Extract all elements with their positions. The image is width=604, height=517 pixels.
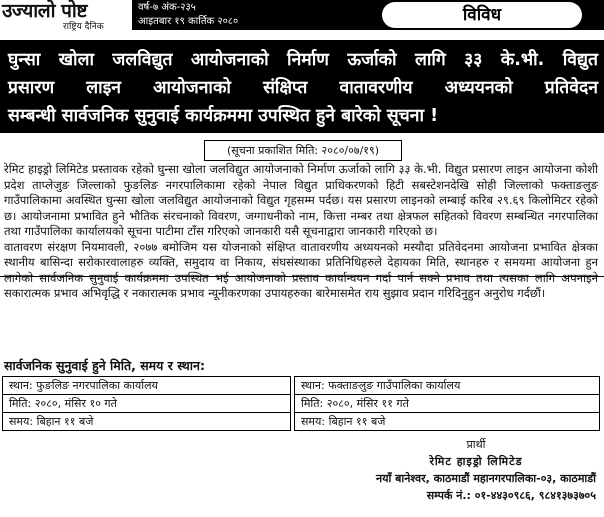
paragraph-divider <box>0 276 604 277</box>
applicant-contact: सम्पर्क नं.: ०१-४४३०९८६, ९८४१३७३७०५ <box>426 489 596 502</box>
venue-box-fungling <box>2 376 291 431</box>
venue-date: मिति: २०८०, मंसिर ११ गते <box>295 395 599 413</box>
published-date: (सूचना प्रकाशित मिति: २०८०/०७/१९) <box>204 140 402 161</box>
masthead <box>0 0 604 36</box>
notice-paragraph-2: वातावरण संरक्षण नियमावली, २०७७ बमोजिम यस योजनाको संक्षिप्त वातावरणीय अध्ययनको मस्यौदा प्रतिवेदनमा आयोजना प्रभावित क्षेत्रका स्थानीय बासिन्दा सरोकारवालाहरु व्यक्ति, समुदाय वा निकाय, संघसंस्थाका प्रतिनिधिहरुले देहायका मिति, स्थानहरु र समयमा आयोजना हुन लागेको सार्वजनिक सुनुवाई कार्यक्रममा उपस्थित भई आयोजनाको प्रस्ताव कार्यान्वयन गर्दा पार्न सक्ने प्रभाव तथा त्यसका लागि अपनाइने सकारात्मक प्रभाव अभिवृद्धि र नकारात्मक प्रभाव न्यूनीकरणका उपायहरुका बारेमासमेत राय सुझाव प्रदान गरिदिनुहुन अनुरोध गर्दछौं। <box>4 239 598 300</box>
hearing-venues <box>2 376 600 431</box>
applicant-org: रेमिट हाइड्रो लिमिटेड <box>429 455 523 468</box>
issue-info-box <box>132 0 362 30</box>
notice-headline-box <box>0 40 604 133</box>
venue-place: स्थान: फक्ताङलुङ गाउँपालिका कार्यालय <box>295 377 599 395</box>
notice-headline <box>0 40 604 130</box>
issue-number: वर्ष-७ अंक-२३५ <box>138 2 196 13</box>
section-title: विविध <box>382 2 582 28</box>
signature-block <box>296 436 596 504</box>
venue-time: समय: बिहान ११ बजे <box>301 415 386 428</box>
headline-line-3: सम्बन्धी सार्वजनिक सुनुवाई कार्यक्रममा उपस्थित हुने बारेको सूचना ! <box>8 106 439 126</box>
venue-place: स्थान: फुङलिङ नगरपालिका कार्यालय <box>3 377 290 395</box>
issue-date: आइतबार १९ कार्तिक २०८० <box>138 16 239 27</box>
notice-body <box>4 162 598 302</box>
venue-date: मिति: २०८०, मंसिर १० गते <box>3 395 290 413</box>
applicant-address: नयाँ बानेश्वर, काठमाडौं महानगरपालिका-०३, काठमाडौं <box>375 472 596 485</box>
notice-paragraph-1: रेमिट हाइड्रो लिमिटेड प्रस्तावक रहेको घुन्सा खोला जलविद्युत आयोजनाको निर्माण ऊर्जाको लागि ३३ के.भी. विद्युत प्रसारण लाइन आयोजना कोशी प्रदेश ताप्लेजुङ जिल्लाको फुङलिङ नगरपालिकामा रहेको नेपाल विद्युत प्राधिकरणको हिटी सबस्टेशनदेखि सोही जिल्लाको फक्ताङलुङ गाउँपालिकामा अवस्थित घुन्सा खोला जलविद्युत आयोजनाको विद्युत गृहसम्म पर्दछ। यस प्रसारण लाइनको लम्बाई करिब २९.६९ किलोमिटर रहेको छ। आयोजनामा प्रभावित हुने भौतिक संरचनाको विवरण, जग्गाधनीको नाम, कित्ता नम्बर तथा क्षेत्रफल सहितको विवरण सम्बन्धित नगरपालिका तथा गाउँपालिका कार्यालयको सूचना पाटीमा टाँस गरिएको जानकारी यसै सूचनाद्वारा जानकारी गरिएको छ। <box>4 162 598 238</box>
headline-line-2: प्रसारण लाइन आयोजनाको संक्षिप्त वातावरणीय अध्ययनको प्रतिवेदन <box>8 78 598 98</box>
applicant-label: प्रार्थी <box>466 438 486 451</box>
headline-line-1: घुन्सा खोला जलविद्युत आयोजनाको निर्माण ऊर्जाको लागि ३३ के.भी. विद्युत <box>8 50 598 70</box>
hearing-title: सार्वजनिक सुनुवाई हुने मिति, समय र स्थान: <box>4 358 205 373</box>
newspaper-tagline: राष्ट्रिय दैनिक <box>63 22 104 32</box>
venue-time: समय: बिहान ११ बजे <box>9 415 94 428</box>
newspaper-logo: उज्यालो पोष्ट <box>2 0 87 22</box>
section-header <box>362 0 604 30</box>
venue-box-phaktanglung <box>294 376 600 431</box>
